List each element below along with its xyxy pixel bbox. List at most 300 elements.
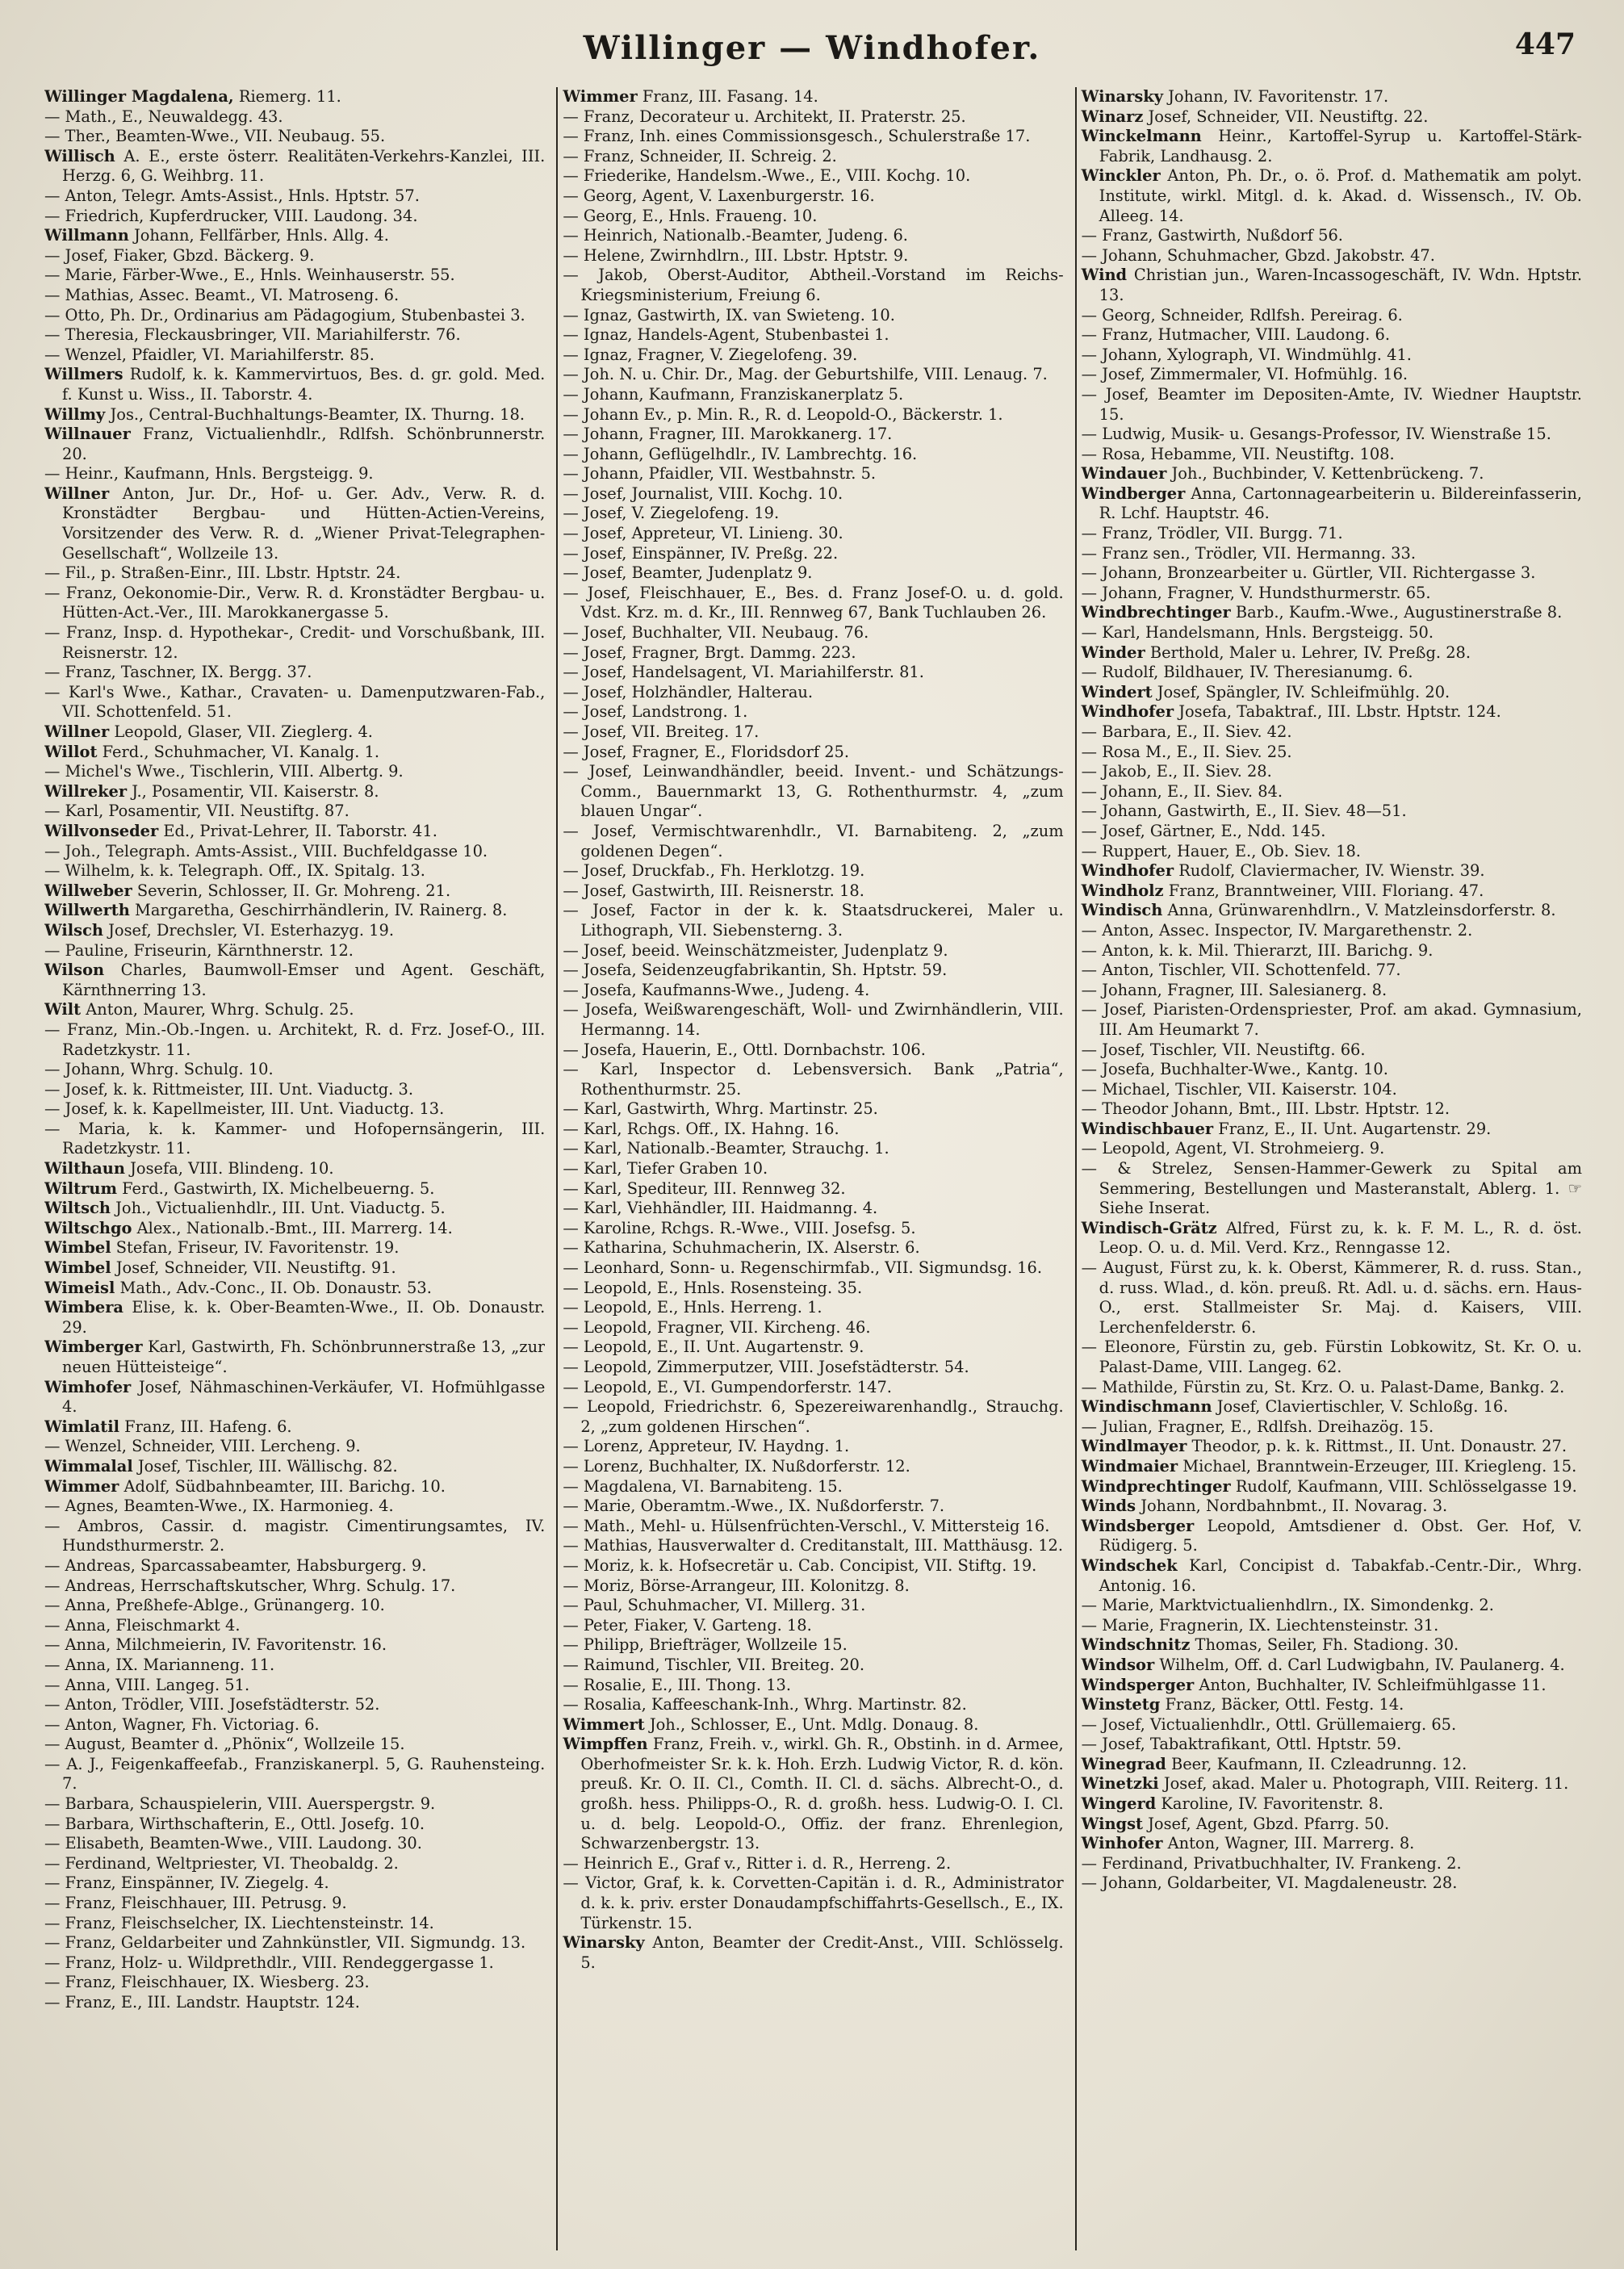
entry-surname: Willreker <box>44 781 128 801</box>
directory-entry <box>563 246 1063 266</box>
directory-entry <box>563 365 1063 385</box>
entry-surname: Willweber <box>44 881 132 900</box>
directory-entry <box>563 702 1063 722</box>
directory-entry <box>1082 722 1582 743</box>
entry-surname: Windauer <box>1081 464 1167 484</box>
entry-details: Anna, Cartonnagearbeiterin u. Bildereinfasserin, R. Lchf. Hauptstr. 46. <box>1099 484 1582 523</box>
entry-details: — Leopold, E., Hnls. Herreng. 1. <box>563 1298 822 1317</box>
entry-details: Jos., Central-Buchhaltungs-Beamter, IX. Thurng. 18. <box>105 404 525 424</box>
directory-entry <box>1082 1060 1582 1080</box>
entry-details: — Ignaz, Handels-Agent, Stubenbastei 1. <box>563 325 889 345</box>
directory-entry <box>44 1834 545 1854</box>
entry-details: Anton, Ph. Dr., o. ö. Prof. d. Mathematik am polyt. Institute, wirkl. Mitgl. d. k. Akad. d. Wissensch., IV. Ob. Alleeg. 14. <box>1099 166 1582 225</box>
entry-details: — Josefa, Weißwarengeschäft, Woll- und Zwirnhändlerin, VIII. Hermanng. 14. <box>563 1000 1064 1039</box>
entry-details: — Ferdinand, Weltpriester, VI. Theobaldg. 2. <box>44 1853 399 1873</box>
directory-entry <box>1082 683 1582 703</box>
entry-details: — Jakob, Oberst-Auditor, Abtheil.-Vorstand im Reichs-Kriegsministerium, Freiung 6. <box>563 266 1064 304</box>
directory-entry <box>563 722 1063 743</box>
directory-entry <box>563 1397 1063 1437</box>
directory-entry <box>563 1933 1063 1973</box>
entry-details: — Karl, Gastwirth, Whrg. Martinstr. 25. <box>563 1099 878 1119</box>
entry-details: — A. J., Feigenkaffeefab., Franziskanerpl. 5, G. Rauhensteing. 7. <box>44 1754 546 1794</box>
entry-details: Johann, Nordbahnbmt., II. Novarag. 3. <box>1136 1497 1448 1516</box>
directory-entry <box>1082 1000 1582 1040</box>
entry-details: — Johann, Xylograph, VI. Windmühlg. 41. <box>1081 345 1412 364</box>
entry-details: — Heinrich E., Graf v., Ritter i. d. R., Herreng. 2. <box>563 1853 952 1873</box>
directory-entry <box>563 1040 1063 1061</box>
entry-details: — Andreas, Sparcassabeamter, Habsburgerg. 9. <box>44 1555 427 1575</box>
entry-details: — Wenzel, Schneider, VIII. Lercheng. 9. <box>44 1437 361 1456</box>
entry-details: — Wenzel, Pfaidler, VI. Mariahilferstr. 85. <box>44 345 375 364</box>
directory-entry <box>1082 1497 1582 1517</box>
entry-surname: Wimbel <box>44 1258 111 1278</box>
directory-entry <box>1082 325 1582 345</box>
entry-surname: Wimeisl <box>44 1278 115 1297</box>
entry-details: — Josef, Piaristen-Ordenspriester, Prof. am akad. Gymnasium, III. Am Heumarkt 7. <box>1081 1000 1582 1039</box>
entry-details: — Barbara, E., II. Siev. 42. <box>1081 722 1292 741</box>
directory-entry <box>563 484 1063 504</box>
entry-surname: Willot <box>44 742 98 761</box>
directory-entry <box>563 1199 1063 1219</box>
entry-details: — Franz, Oekonomie-Dir., Verw. R. d. Kronstädter Bergbau- u. Hütten-Act.-Ver., III. Marokkanergasse 5. <box>44 583 546 622</box>
entry-surname: Windberger <box>1081 484 1186 503</box>
entry-details: Josef, Spängler, IV. Schleifmühlg. 20. <box>1152 682 1450 701</box>
entry-details: — Johann Ev., p. Min. R., R. d. Leopold-O., Bäckerstr. 1. <box>563 404 1003 424</box>
directory-entry <box>44 1099 545 1120</box>
entry-details: Theodor, p. k. k. Rittmst., II. Unt. Donaustr. 27. <box>1187 1437 1567 1456</box>
entry-details: — Anna, Preßhefe-Ablge., Grünangerg. 10. <box>44 1596 385 1615</box>
directory-entry <box>1082 782 1582 802</box>
directory-entry <box>563 1676 1063 1696</box>
directory-entry <box>1082 842 1582 862</box>
entry-details: — Leopold, E., II. Unt. Augartenstr. 9. <box>563 1338 864 1357</box>
directory-entry <box>1082 1556 1582 1596</box>
directory-entry <box>44 107 545 128</box>
directory-entry <box>563 881 1063 902</box>
entry-details: — Otto, Ph. Dr., Ordinarius am Pädagogium, Stubenbastei 3. <box>44 305 525 324</box>
entry-details: — Josef, Handelsagent, VI. Mariahilferstr. 81. <box>563 663 924 682</box>
directory-column-1 <box>44 87 545 2250</box>
page-header <box>48 23 1576 71</box>
directory-entry <box>44 1596 545 1616</box>
entry-details: Ferd., Gastwirth, IX. Michelbeuerng. 5. <box>116 1178 435 1198</box>
entry-surname: Wilsch <box>44 920 103 940</box>
entry-details: Franz, Victualienhdlr., Rdlfsh. Schönbrunnerstr. 20. <box>62 425 546 463</box>
directory-entry <box>1082 563 1582 584</box>
entry-details: Josef, Claviertischler, V. Schloßg. 16. <box>1212 1397 1509 1417</box>
directory-entry <box>1082 1774 1582 1794</box>
entry-surname: Winckler <box>1081 166 1161 186</box>
directory-entry <box>44 584 545 623</box>
entry-details: Stefan, Friseur, IV. Favoritenstr. 19. <box>111 1238 400 1258</box>
entry-details: — Ambros, Cassir. d. magistr. Cimentirungsamtes, IV. Hundsthurmerstr. 2. <box>44 1516 546 1555</box>
entry-surname: Willwerth <box>44 901 130 920</box>
entry-surname: Willmers <box>44 365 123 384</box>
directory-entry <box>1082 484 1582 524</box>
directory-entry <box>1082 643 1582 664</box>
entry-details: — Josefa, Hauerin, E., Ottl. Dornbachstr. 106. <box>563 1040 926 1059</box>
directory-entry <box>1082 901 1582 921</box>
directory-entry <box>44 1477 545 1497</box>
entry-details: — Johann, Whrg. Schulg. 10. <box>44 1060 274 1079</box>
directory-entry <box>563 584 1063 623</box>
directory-entry <box>563 325 1063 345</box>
directory-entry <box>44 345 545 366</box>
directory-entry <box>563 563 1063 584</box>
entry-details: — Leopold, Agent, VI. Strohmeierg. 9. <box>1081 1139 1385 1158</box>
entry-surname: Wimberger <box>44 1338 143 1357</box>
entry-details: — Leopold, E., VI. Gumpendorferstr. 147. <box>563 1377 892 1396</box>
entry-surname: Wiltschgo <box>44 1218 132 1237</box>
entry-details: — Heinr., Kaufmann, Hnls. Bergsteigg. 9. <box>44 464 374 484</box>
directory-entry <box>1082 1338 1582 1377</box>
entry-details: — Josef, Buchhalter, VII. Neubaug. 76. <box>563 623 869 643</box>
entry-surname: Wimhofer <box>44 1377 132 1396</box>
directory-entry <box>44 186 545 207</box>
entry-details: — Rosalia, Kaffeeschank-Inh., Whrg. Martinstr. 82. <box>563 1695 967 1714</box>
entry-details: — Michael, Tischler, VII. Kaiserstr. 104. <box>1081 1079 1397 1099</box>
entry-details: — Josef, Victualienhdlr., Ottl. Grüllemaierg. 65. <box>1081 1714 1457 1734</box>
entry-details: — Josef, Fleischhauer, E., Bes. d. Franz Josef-O. u. d. gold. Vdst. Krz. m. d. Kr., III. Rennweg 67, Bank Tuchlauben 26. <box>563 583 1064 622</box>
directory-entry <box>44 1000 545 1020</box>
entry-details: — Andreas, Herrschaftskutscher, Whrg. Schulg. 17. <box>44 1576 456 1595</box>
directory-entry <box>563 127 1063 147</box>
entry-details: — Josef, Gastwirth, III. Reisnerstr. 18. <box>563 881 864 900</box>
entry-details: — Rosa M., E., II. Siev. 25. <box>1081 742 1292 761</box>
directory-entry <box>44 842 545 862</box>
directory-entry <box>44 1556 545 1576</box>
directory-entry <box>563 1318 1063 1338</box>
entry-surname: Winetzki <box>1081 1774 1159 1794</box>
entry-details: — Franz, Geldarbeiter und Zahnkünstler, VII. Sigmundg. 13. <box>44 1933 526 1953</box>
directory-entry <box>563 961 1063 981</box>
directory-entry <box>44 1238 545 1258</box>
entry-details: — Friederike, Handelsm.-Wwe., E., VIII. Kochg. 10. <box>563 166 971 186</box>
directory-entry <box>1082 1258 1582 1338</box>
directory-entry <box>1082 246 1582 266</box>
entry-details: — Franz, Min.-Ob.-Ingen. u. Architekt, R. d. Frz. Josef-O., III. Radetzkystr. 11. <box>44 1019 546 1059</box>
entry-surname: Winegrad <box>1081 1754 1166 1773</box>
directory-entry <box>563 762 1063 822</box>
directory-entry <box>563 1139 1063 1159</box>
directory-entry <box>44 683 545 722</box>
entry-details: — Michel's Wwe., Tischlerin, VIII. Albertg. 9. <box>44 762 404 781</box>
entry-details: — Marie, Fragnerin, IX. Liechtensteinstr. 31. <box>1081 1615 1439 1635</box>
entry-details: — Leopold, Friedrichstr. 6, Spezereiwarenhandlg., Strauchg. 2, „zum goldenen Hirschen“. <box>563 1397 1064 1436</box>
entry-details: — August, Beamter d. „Phönix“, Wollzeile 15. <box>44 1735 405 1754</box>
directory-entry <box>44 921 545 941</box>
entry-details: — Josef, Tischler, VII. Neustiftg. 66. <box>1081 1040 1366 1059</box>
directory-entry <box>563 1378 1063 1398</box>
directory-entry <box>1082 1635 1582 1656</box>
entry-details: — Franz, Fleischhauer, IX. Wiesberg. 23. <box>44 1973 370 1992</box>
directory-entry <box>44 1635 545 1656</box>
entry-details: — Anton, Tischler, VII. Schottenfeld. 77. <box>1081 961 1401 980</box>
directory-entry <box>44 464 545 484</box>
entry-details: Ferd., Schuhmacher, VI. Kanalg. 1. <box>97 742 380 761</box>
entry-details: — Josef, Tabaktrafikant, Ottl. Hptstr. 59. <box>1081 1735 1402 1754</box>
directory-entry <box>563 1517 1063 1537</box>
entry-details: — Ignaz, Fragner, V. Ziegelofeng. 39. <box>563 345 858 364</box>
directory-entry <box>1082 584 1582 604</box>
directory-entry <box>44 87 545 107</box>
entry-details: Christian jun., Waren-Incassogeschäft, IV. Wdn. Hptstr. 13. <box>1099 266 1582 304</box>
directory-entry <box>44 1873 545 1894</box>
directory-entry <box>1082 1517 1582 1556</box>
entry-surname: Windhofer <box>1081 861 1174 881</box>
directory-column-3 <box>1075 87 1582 2250</box>
entry-details: — Anton, Assec. Inspector, IV. Margarethenstr. 2. <box>1081 920 1473 940</box>
directory-entry <box>44 762 545 782</box>
entry-details: — Theresia, Fleckausbringer, VII. Mariahilferstr. 76. <box>44 325 461 345</box>
entry-surname: Wilt <box>44 1000 82 1019</box>
directory-entry <box>1082 166 1582 226</box>
entry-details: — Johann, Fragner, III. Marokkanerg. 17. <box>563 425 893 444</box>
entry-details: Josef, Nähmaschinen-Verkäufer, VI. Hofmühlgasse 4. <box>62 1377 546 1417</box>
entry-details: — Josef, Zimmermaler, VI. Hofmühlg. 16. <box>1081 365 1408 384</box>
entry-details: — Georg, Agent, V. Laxenburgerstr. 16. <box>563 186 875 205</box>
directory-entry <box>563 861 1063 881</box>
entry-details: — Joh., Telegraph. Amts-Assist., VIII. Buchfeldgasse 10. <box>44 841 488 860</box>
directory-entry <box>44 901 545 921</box>
directory-entry <box>44 325 545 345</box>
entry-details: — Rosa, Hebamme, VII. Neustiftg. 108. <box>1081 444 1395 463</box>
entry-details: — Josef, Gärtner, E., Ndd. 145. <box>1081 821 1326 840</box>
entry-details: Joh., Buchbinder, V. Kettenbrückeng. 7. <box>1166 464 1484 484</box>
entry-details: — Josef, Fragner, E., Floridsdorf 25. <box>563 742 850 761</box>
entry-details: — Barbara, Schauspielerin, VIII. Auerspergstr. 9. <box>44 1794 436 1814</box>
directory-entry <box>563 207 1063 227</box>
entry-details: — Philipp, Briefträger, Wollzeile 15. <box>563 1635 848 1655</box>
entry-details: — Franz, Trödler, VII. Burgg. 71. <box>1081 524 1343 543</box>
entry-surname: Wiltsch <box>44 1199 111 1218</box>
entry-details: — Anton, Wagner, Fh. Victoriag. 6. <box>44 1714 320 1734</box>
entry-details: — Karl, Handelsmann, Hnls. Bergsteigg. 50. <box>1081 623 1434 643</box>
entry-surname: Willisch <box>44 146 115 165</box>
entry-details: Adolf, Südbahnbeamter, III. Barichg. 10. <box>119 1476 446 1496</box>
entry-surname: Windschek <box>1081 1555 1178 1575</box>
directory-entry <box>563 425 1063 445</box>
directory-entry <box>563 87 1063 107</box>
directory-entry <box>563 623 1063 643</box>
entry-details: J., Posamentir, VII. Kaiserstr. 8. <box>127 781 379 801</box>
entry-details: Franz, Branntweiner, VIII. Floriang. 47. <box>1163 881 1484 900</box>
directory-entry <box>563 643 1063 664</box>
directory-entry <box>563 1616 1063 1636</box>
directory-entry <box>563 1358 1063 1378</box>
entry-details: Anton, Beamter der Credit-Anst., VIII. Schlösselg. 5. <box>580 1933 1064 1972</box>
entry-details: — Josef, Fiaker, Gbzd. Bäckerg. 9. <box>44 245 315 265</box>
entry-details: Rudolf, Claviermacher, IV. Wienstr. 39. <box>1174 861 1485 881</box>
directory-entry <box>1082 702 1582 722</box>
directory-entry <box>1082 1120 1582 1140</box>
directory-entry <box>1082 1676 1582 1696</box>
directory-entry <box>1082 1735 1582 1755</box>
directory-entry <box>563 1258 1063 1279</box>
entry-details: Josef, Drechsler, VI. Esterhazyg. 19. <box>103 920 395 940</box>
entry-details: — Josef, Journalist, VIII. Kochg. 10. <box>563 484 843 503</box>
entry-details: — Barbara, Wirthschafterin, E., Ottl. Josefg. 10. <box>44 1814 425 1833</box>
entry-details: Karl, Gastwirth, Fh. Schönbrunnerstraße 13, „zur neuen Hütteisteige“. <box>62 1338 546 1376</box>
entry-details: — Helene, Zwirnhdlrn., III. Lbstr. Hptstr. 9. <box>563 245 909 265</box>
entry-details: — Anton, k. k. Mil. Thierarzt, III. Barichg. 9. <box>1081 940 1434 960</box>
entry-details: Franz, Freih. v., wirkl. Gh. R., Obstinh. in d. Armee, Oberhofmeister Sr. k. k. Hoh. Erzh. Ludwig Victor, R. d. kön. preuß. Kr. O. II. Cl., Comth. II. Cl. d. sächs. Albrecht-O., d. großh. hess. Philipps-O., R. d. großh. hess. Ludwig-O. I. Cl. u. d. belg. Leopold-O., Offiz. der franz. Ehrenlegion, Schwarzenbergstr. 13. <box>580 1735 1064 1853</box>
entry-surname: Windsperger <box>1081 1675 1195 1694</box>
directory-entry <box>44 1695 545 1715</box>
entry-details: Johann, IV. Favoritenstr. 17. <box>1162 87 1389 106</box>
entry-details: — Anna, Milchmeierin, IV. Favoritenstr. 16. <box>44 1635 387 1655</box>
entry-details: — Magdalena, VI. Barnabiteng. 15. <box>563 1476 843 1496</box>
entry-details: — Raimund, Tischler, VII. Breiteg. 20. <box>563 1655 865 1674</box>
entry-details: — Franz, Fleischselcher, IX. Liechtensteinstr. 14. <box>44 1913 434 1932</box>
directory-entry <box>44 286 545 306</box>
entry-details: Josef, Agent, Gbzd. Pfarrg. 50. <box>1143 1814 1390 1833</box>
entry-surname: Windisch-Grätz <box>1081 1218 1217 1237</box>
entry-details: — Mathias, Assec. Beamt., VI. Matroseng. 6. <box>44 285 400 304</box>
directory-entry <box>563 226 1063 246</box>
directory-entry <box>44 1497 545 1517</box>
entry-details: — Franz, Insp. d. Hypothekar-, Credit- und Vorschußbank, III. Reisnerstr. 12. <box>44 623 546 662</box>
entry-details: — Anton, Telegr. Amts-Assist., Hnls. Hptstr. 57. <box>44 186 420 205</box>
entry-surname: Windischmann <box>1081 1397 1212 1417</box>
entry-details: — Franz sen., Trödler, VII. Hermanng. 33. <box>1081 543 1417 563</box>
entry-details: — Franz, Gastwirth, Nußdorf 56. <box>1081 226 1343 245</box>
entry-details: — Franz, Hutmacher, VIII. Laudong. 6. <box>1081 325 1391 345</box>
entry-surname: Wimmer <box>44 1476 119 1496</box>
entry-details: — Karoline, Rchgs. R.-Wwe., VIII. Josefsg. 5. <box>563 1218 916 1237</box>
entry-surname: Wilthaun <box>44 1159 125 1178</box>
entry-details: Ed., Privat-Lehrer, II. Taborstr. 41. <box>158 821 437 840</box>
entry-details: — Leopold, Fragner, VII. Kircheng. 46. <box>563 1317 871 1337</box>
directory-entry <box>44 1794 545 1815</box>
entry-details: — Anton, Trödler, VIII. Josefstädterstr. 52. <box>44 1695 380 1714</box>
entry-details: — Franz, E., III. Landstr. Hauptstr. 124. <box>44 1993 360 2012</box>
entry-details: Anton, Buchhalter, IV. Schleifmühlgasse 11. <box>1194 1675 1547 1694</box>
entry-details: — Maria, k. k. Kammer- und Hofopernsängerin, III. Radetzkystr. 11. <box>44 1119 546 1158</box>
directory-entry <box>44 1815 545 1835</box>
directory-entry <box>563 1715 1063 1735</box>
entry-surname: Windsberger <box>1081 1516 1195 1535</box>
directory-entry <box>563 1536 1063 1556</box>
directory-entry <box>1082 226 1582 246</box>
directory-entry <box>44 484 545 563</box>
entry-details: — Johann, Kaufmann, Franziskanerplatz 5. <box>563 384 904 404</box>
directory-entry <box>44 1437 545 1457</box>
directory-entry <box>1082 1417 1582 1438</box>
entry-details: Leopold, Glaser, VII. Zieglerg. 4. <box>109 722 373 741</box>
entry-details: — Math., Mehl- u. Hülsenfrüchten-Verschl., V. Mittersteig 16. <box>563 1516 1050 1535</box>
entry-surname: Willvonseder <box>44 821 159 840</box>
directory-entry <box>44 1179 545 1199</box>
directory-entry <box>44 1417 545 1438</box>
directory-entry <box>1082 762 1582 782</box>
directory-entry <box>44 425 545 464</box>
entry-details: — Lorenz, Buchhalter, IX. Nußdorferstr. 12. <box>563 1456 910 1476</box>
entry-details: Joh., Schlosser, E., Unt. Mdlg. Donaug. 8. <box>644 1714 979 1734</box>
entry-details: Josef, Schneider, VII. Neustiftg. 22. <box>1143 107 1429 126</box>
entry-details: — August, Fürst zu, k. k. Oberst, Kämmerer, R. d. russ. Stan., d. russ. Wlad., d. kön. preuß. Rt. Adl. u. d. sächs. ern. Haus-O., erst. Stallmeister Sr. Maj. d. Kaisers, VIII. Lerchenfelderstr. 6. <box>1081 1258 1582 1337</box>
directory-entry <box>1082 941 1582 961</box>
entry-details: — Leopold, E., Hnls. Rosensteing. 35. <box>563 1278 863 1297</box>
directory-entry <box>563 544 1063 564</box>
directory-entry <box>563 1338 1063 1358</box>
entry-details: — Karl, Inspector d. Lebensversich. Bank „Patria“, Rothenthurmstr. 25. <box>563 1060 1064 1099</box>
entry-details: — Josef, Druckfab., Fh. Herklotzg. 19. <box>563 861 865 881</box>
entry-details: — Katharina, Schuhmacherin, IX. Alserstr. 6. <box>563 1238 920 1258</box>
entry-details: Johann, Fellfärber, Hnls. Allg. 4. <box>128 226 389 245</box>
entry-details: A. E., erste österr. Realitäten-Verkehrs-Kanzlei, III. Herzg. 6, G. Weihbrg. 11. <box>62 146 546 186</box>
entry-details: — Karl, Tiefer Graben 10. <box>563 1159 768 1178</box>
entry-details: Margaretha, Geschirrhändlerin, IV. Rainerg. 8. <box>129 901 508 920</box>
entry-details: Rudolf, k. k. Kammervirtuos, Bes. d. gr. gold. Med. f. Kunst u. Wiss., II. Taborstr. 4. <box>62 365 546 404</box>
directory-entry <box>563 981 1063 1001</box>
entry-details: Riemerg. 11. <box>233 87 341 106</box>
entry-surname: Windert <box>1081 682 1153 701</box>
directory-entry <box>44 1120 545 1159</box>
entry-details: Josef, akad. Maler u. Photograph, VIII. Reiterg. 11. <box>1158 1774 1569 1794</box>
entry-surname: Windprechtinger <box>1081 1476 1231 1496</box>
entry-details: Beer, Kaufmann, II. Czleadrunng. 12. <box>1166 1754 1467 1773</box>
entry-surname: Wimpffen <box>563 1735 648 1754</box>
entry-details: — Karl, Viehhändler, III. Haidmanng. 4. <box>563 1199 878 1218</box>
directory-entry <box>563 186 1063 207</box>
entry-surname: Windlmayer <box>1081 1437 1187 1456</box>
directory-entry <box>44 147 545 186</box>
directory-entry <box>44 1258 545 1279</box>
entry-surname: Windholz <box>1081 881 1164 900</box>
directory-entry <box>563 1060 1063 1099</box>
directory-entry <box>563 1854 1063 1874</box>
directory-entry <box>44 1219 545 1239</box>
entry-details: — Ther., Beamten-Wwe., VII. Neubaug. 55. <box>44 127 386 146</box>
entry-details: — Franz, Schneider, II. Schreig. 2. <box>563 146 837 165</box>
entry-details: Severin, Schlosser, II. Gr. Mohreng. 21. <box>132 881 451 900</box>
directory-entry <box>1082 385 1582 425</box>
directory-entry <box>563 464 1063 484</box>
entry-details: Michael, Branntwein-Erzeuger, III. Kriegleng. 15. <box>1178 1456 1577 1476</box>
directory-entry <box>563 1576 1063 1597</box>
entry-details: — Josef, Landstrong. 1. <box>563 702 748 722</box>
entry-details: Elise, k. k. Ober-Beamten-Wwe., II. Ob. Donaustr. 29. <box>62 1298 546 1337</box>
directory-entry <box>44 563 545 584</box>
directory-entry <box>1082 981 1582 1001</box>
directory-entry <box>44 1715 545 1735</box>
directory-column-2 <box>556 87 1063 2250</box>
entry-details: Alex., Nationalb.-Bmt., III. Marrerg. 14. <box>132 1218 453 1237</box>
entry-details: — Franz, Einspänner, IV. Ziegelg. 4. <box>44 1873 329 1893</box>
directory-entry <box>563 822 1063 861</box>
directory-entry <box>1082 663 1582 683</box>
directory-entry <box>1082 1437 1582 1457</box>
directory-entry <box>1082 1656 1582 1676</box>
entry-details: Rudolf, Kaufmann, VIII. Schlösselgasse 19. <box>1230 1476 1577 1496</box>
directory-entry <box>563 743 1063 763</box>
entry-surname: Winarsky <box>563 1933 645 1953</box>
directory-entry <box>563 1497 1063 1517</box>
entry-details: — Karl's Wwe., Kathar., Cravaten- u. Damenputzwaren-Fab., VII. Schottenfeld. 51. <box>44 682 546 722</box>
entry-details: — Karl, Spediteur, III. Rennweg 32. <box>563 1178 846 1198</box>
entry-details: — Marie, Marktvictualienhdlrn., IX. Simondenkg. 2. <box>1081 1596 1494 1615</box>
directory-entry <box>563 524 1063 544</box>
directory-entry <box>1082 544 1582 564</box>
entry-surname: Wimbera <box>44 1298 123 1317</box>
directory-entry <box>1082 425 1582 445</box>
entry-details: — Julian, Fragner, E., Rdlfsh. Dreihazög. 15. <box>1081 1417 1434 1436</box>
entry-details: — Johann, Bronzearbeiter u. Gürtler, VII. Richtergasse 3. <box>1081 563 1536 583</box>
entry-details: — Josef, k. k. Kapellmeister, III. Unt. Viaductg. 13. <box>44 1099 445 1119</box>
entry-details: Franz, E., II. Unt. Augartenstr. 29. <box>1213 1119 1492 1138</box>
directory-entry <box>44 802 545 822</box>
